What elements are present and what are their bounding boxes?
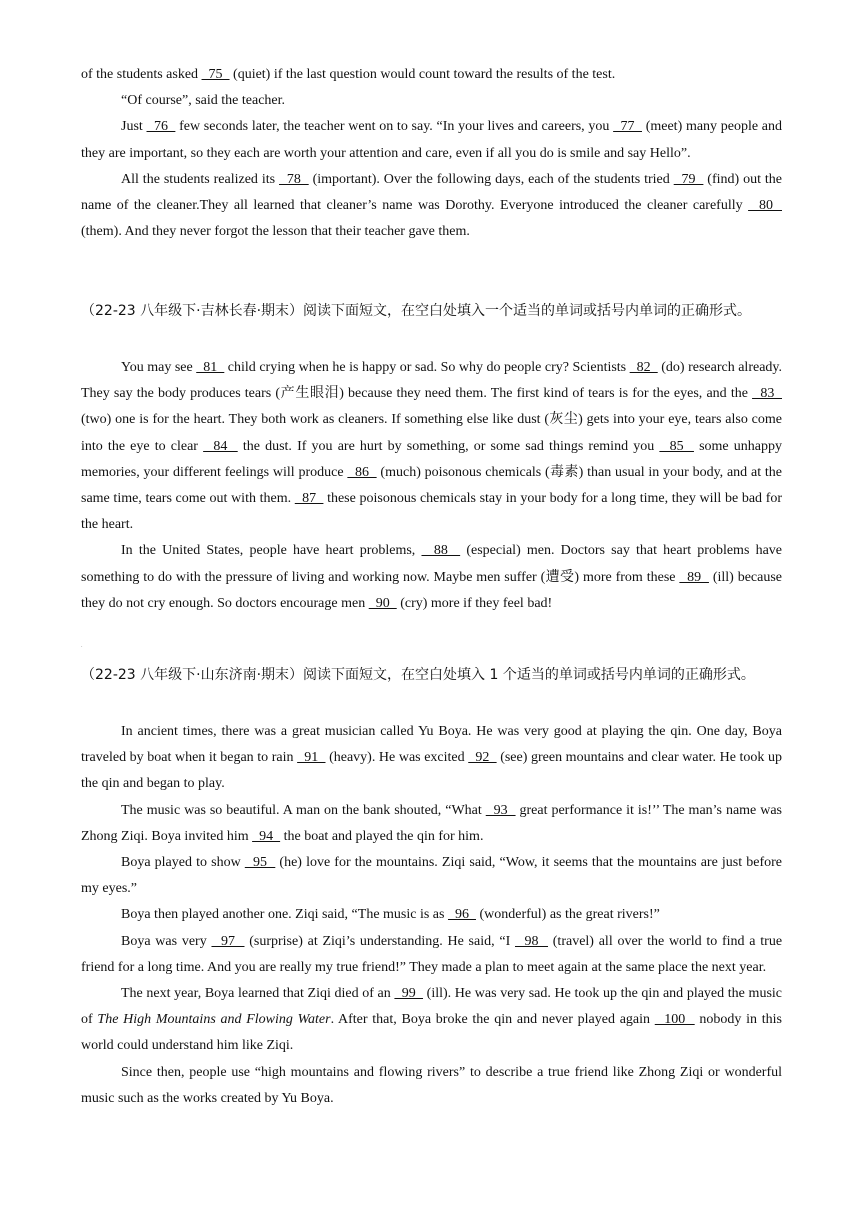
text-run: (quiet) if the last question would count toward the results of the test. <box>229 67 616 82</box>
text-run: (travel) all over the world to find a true friend for a long time. And you are really my true friend!” They made a plan to meet again at the same place the next year. <box>81 933 783 975</box>
text-run: The next year, Boya learned that Ziqi died of an <box>121 986 395 1002</box>
text-run: Boya played to show <box>121 855 245 871</box>
text-run: nobody in this world could understand him like Ziqi. <box>81 1012 783 1054</box>
section-header-jinan: （22-23 八年级下·山东济南·期末）阅读下面短文，在空白处填入 1 个适当的单词或括号内单词的正确形式。 <box>81 667 755 683</box>
text-run: (especial) men. Doctors say that heart problems have something to do with the pressure of living and working now. Maybe men suffer (遭受) more from these <box>81 543 782 585</box>
text-run: few seconds later, the teacher went on to say. “In your lives and careers, you <box>175 119 614 135</box>
answer-blank[interactable]: 96 <box>447 907 476 923</box>
text-run: You may see <box>121 360 197 375</box>
answer-blank[interactable]: 98 <box>515 933 549 949</box>
text-run: Boya was very <box>121 933 212 949</box>
answer-blank[interactable]: 95 <box>244 855 276 871</box>
paragraph <box>81 902 782 928</box>
text-run: the dust. If you are hurt by something, or some sad things remind you <box>237 438 660 454</box>
passage-1 <box>81 62 782 245</box>
text-run: (surprise) at Ziqi’s understanding. He said, “I <box>244 933 515 949</box>
text-run: All the students realized its <box>121 171 279 187</box>
stray-mark: . <box>81 643 83 649</box>
paragraph <box>81 355 782 538</box>
paragraph <box>81 88 782 114</box>
text-run: child crying when he is happy or sad. So why do people cry? Scientists <box>224 360 630 375</box>
text-run: In ancient times, there was a great musician called Yu Boya. He was very good at playing the qin. One day, Boya traveled by boat when it began to rain <box>81 724 782 766</box>
text-run: (heavy). He was excited <box>325 750 469 766</box>
text-run: (important). Over the following days, each of the students tried <box>308 171 674 187</box>
answer-blank[interactable]: 84 <box>203 438 238 454</box>
text-run: (find) out the name of the cleaner.They all learned that cleaner’s name was Dorothy. Everyone introduced the cleaner carefully <box>81 171 783 214</box>
text-run: (see) green mountains and clear water. He took up the qin and began to play. <box>81 750 783 792</box>
answer-blank[interactable]: 81 <box>196 360 225 375</box>
text-run: of the students asked <box>81 67 202 82</box>
paragraph <box>81 538 782 617</box>
paragraph <box>81 114 782 166</box>
answer-blank[interactable]: 93 <box>485 802 516 818</box>
paragraph <box>81 62 782 88</box>
passage-2 <box>81 355 782 617</box>
answer-blank[interactable]: 83 <box>752 386 782 402</box>
text-run: Just <box>121 119 147 135</box>
answer-blank[interactable]: 94 <box>252 828 281 844</box>
answer-blank[interactable]: 77 <box>613 119 642 135</box>
paragraph <box>81 719 782 798</box>
answer-blank[interactable]: 97 <box>211 933 245 949</box>
text-run: Boya then played another one. Ziqi said, “The music is as <box>121 907 448 923</box>
text-run: (do) research already. They say the body produces tears (产生眼泪) because they need them. The first kind of tears is for the eyes, and the <box>81 360 782 402</box>
paragraph <box>81 850 782 902</box>
answer-blank[interactable]: 92 <box>468 750 497 766</box>
paragraph <box>81 981 782 1060</box>
text-run: the boat and played the qin for him. <box>280 828 484 844</box>
answer-blank[interactable]: 80 <box>748 198 782 214</box>
text-run: (ill) because they do not cry enough. So doctors encourage men <box>81 569 783 611</box>
answer-blank[interactable]: 89 <box>679 569 709 585</box>
text-run: great performance it is!’’ The man’s name was Zhong Ziqi. Boya invited him <box>81 802 782 844</box>
answer-blank[interactable]: 86 <box>347 464 377 480</box>
text-run: (he) love for the mountains. Ziqi said, “Wow, it seems that the mountains are just before my eyes.” <box>81 855 783 897</box>
text-run: “Of course”, said the teacher. <box>121 93 286 109</box>
answer-blank[interactable]: 79 <box>673 171 704 187</box>
answer-blank[interactable]: 100 <box>654 1012 695 1028</box>
answer-blank[interactable]: 91 <box>297 750 326 766</box>
text-run: (meet) many people and they are important, so they each are worth your attention and care, even if all you do is smile and say Hello”. <box>81 119 783 161</box>
answer-blank[interactable]: 88 <box>421 543 461 559</box>
answer-blank[interactable]: 82 <box>629 360 658 375</box>
text-run: . After that, Boya broke the qin and never played again <box>330 1012 655 1028</box>
answer-blank[interactable]: 85 <box>659 438 694 454</box>
italic-title: The High Mountains and Flowing Water <box>97 1012 331 1028</box>
answer-blank[interactable]: 78 <box>279 171 309 187</box>
text-run: The music was so beautiful. A man on the bank shouted, “What <box>121 802 486 818</box>
paragraph <box>81 167 782 246</box>
answer-blank[interactable]: 87 <box>294 491 324 507</box>
text-run: In the United States, people have heart problems, <box>121 543 422 559</box>
text-run: (wonderful) as the great rivers!” <box>475 907 660 923</box>
text-run: some unhappy memories, your different feelings will produce <box>81 438 783 480</box>
text-run: (ill). He was very sad. He took up the qin and played the music of <box>81 986 782 1028</box>
paragraph <box>81 798 782 850</box>
answer-blank[interactable]: 90 <box>368 595 397 611</box>
answer-blank[interactable]: 75 <box>201 67 230 82</box>
answer-blank[interactable]: 99 <box>394 986 424 1002</box>
answer-blank[interactable]: 76 <box>146 119 176 135</box>
text-run: (cry) more if they feel bad! <box>396 595 553 611</box>
passage-3 <box>81 719 782 1112</box>
text-run: these poisonous chemicals stay in your body for a long time, they will be bad for the heart. <box>81 491 783 533</box>
text-run: (two) one is for the heart. They both work as cleaners. If something else like dust (灰尘) gets into your eye, tears also come into the eye to clear <box>81 412 782 454</box>
text-run: Since then, people use “high mountains and flowing rivers” to describe a true friend like Zhong Ziqi or wonderful music such as the works created by Yu Boya. <box>81 1064 782 1106</box>
text-run: (them). And they never forgot the lesson that their teacher gave them. <box>81 224 470 240</box>
paragraph <box>81 1060 782 1112</box>
section-header-jilin: （22-23 八年级下·吉林长春·期末）阅读下面短文，在空白处填入一个适当的单词或括号内单词的正确形式。 <box>81 303 752 319</box>
text-run: (much) poisonous chemicals (毒素) than usual in your body, and at the same time, tears come out with them. <box>81 464 783 507</box>
paragraph <box>81 929 782 981</box>
